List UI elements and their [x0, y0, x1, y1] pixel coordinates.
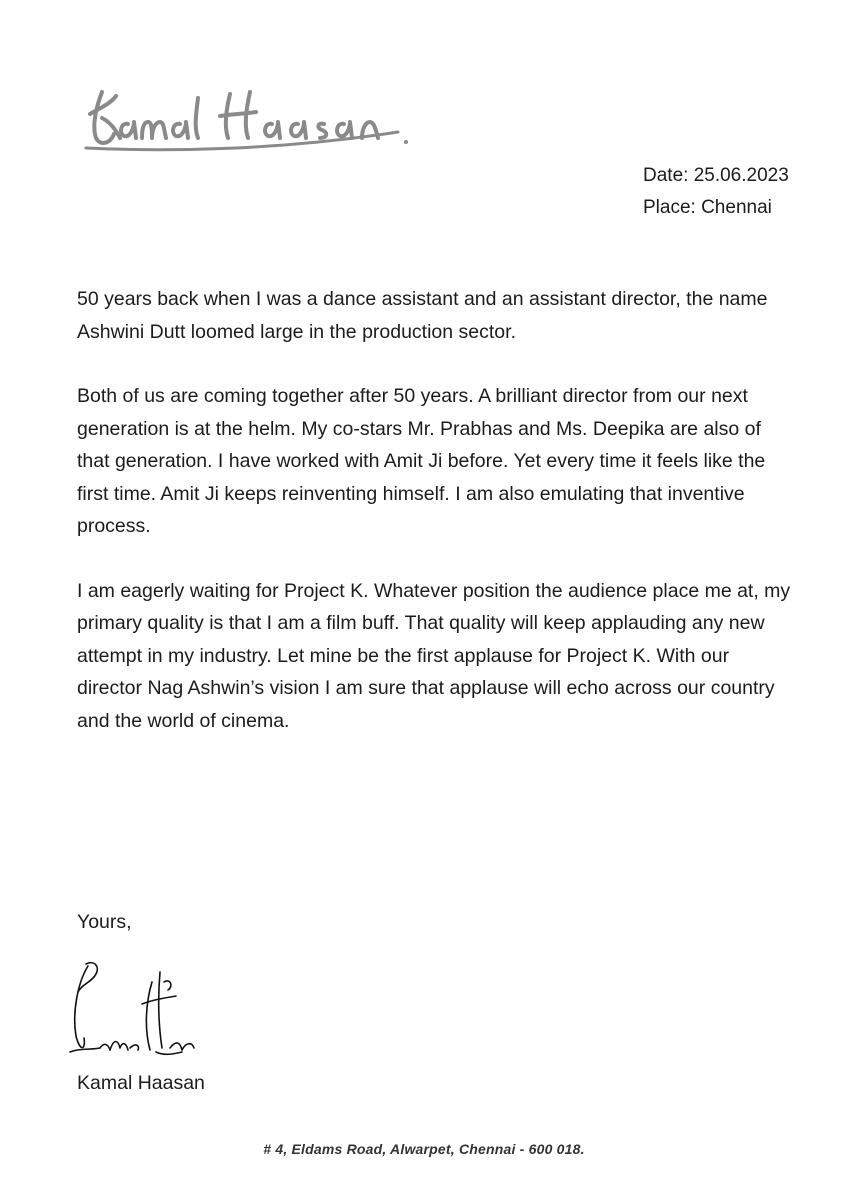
handwritten-signature	[60, 952, 210, 1070]
letterhead-script-logo	[80, 78, 420, 168]
body-paragraph: Both of us are coming together after 50 years. A brilliant director from our next generation is at the helm. My co-stars Mr. Prabhas and Ms. Deepika are also of that generation. I have worked with Amit Ji before. Yet every time it feels like the first time. Amit Ji keeps reinventing himself. I am also emulating that inventive process.	[77, 385, 766, 537]
letter-body	[77, 283, 797, 769]
footer-address: # 4, Eldams Road, Alwarpet, Chennai - 600 018.	[263, 1141, 585, 1157]
body-paragraph: 50 years back when I was a dance assistant and an assistant director, the name Ashwini Dutt loomed large in the production sector.	[77, 288, 768, 343]
letter-date: Date: 25.06.2023	[643, 165, 789, 186]
body-paragraph: I am eagerly waiting for Project K. Whatever position the audience place me at, my primary quality is that I am a film buff. That quality will keep applauding any new attempt in my industry. Let mine be the first applause for Project K. With our director Nag Ashwin’s vision I am sure that applause will echo across our country and the world of cinema.	[77, 579, 791, 732]
letterhead-logo	[80, 78, 420, 168]
letter-place: Place: Chennai	[643, 197, 772, 218]
closing-salutation: Yours,	[77, 911, 132, 933]
signature-graphic	[60, 952, 210, 1070]
signer-name: Kamal Haasan	[77, 1072, 205, 1094]
letter-meta	[643, 160, 789, 224]
